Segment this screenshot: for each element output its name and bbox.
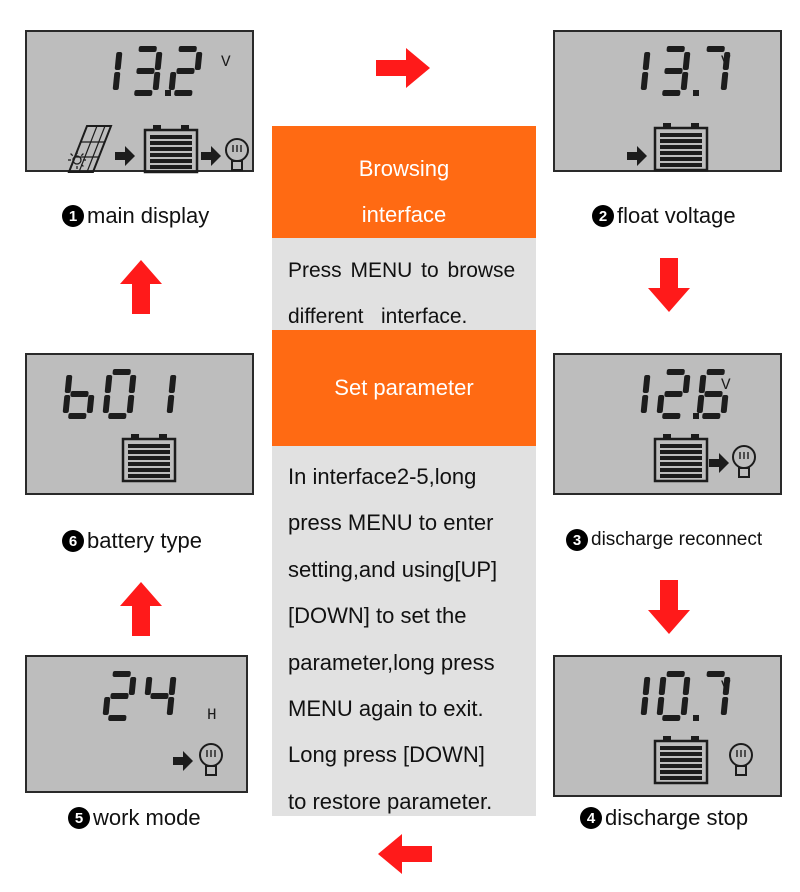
digit-readout — [641, 369, 729, 419]
lcd-main-display — [25, 30, 254, 172]
lcd-work-graphic — [27, 657, 250, 795]
caption-text: work mode — [93, 805, 201, 830]
lcd-discharge-stop — [553, 655, 782, 797]
bulb-icon — [730, 744, 752, 775]
bulb-icon — [226, 139, 248, 170]
battery-icon — [655, 123, 707, 170]
arrow-right-icon — [201, 146, 221, 166]
unit-label: V — [721, 678, 731, 696]
browsing-title-line1: Browsing — [358, 156, 450, 181]
arrow-right-icon — [173, 751, 193, 771]
lcd-battery-type — [25, 353, 254, 495]
set-line: Long press [DOWN] — [288, 742, 485, 768]
arrow-up-icon — [120, 258, 162, 314]
unit-label: V — [221, 53, 231, 71]
unit-label: H — [207, 706, 217, 724]
browsing-title-line2: interface — [361, 202, 447, 227]
caption-text: battery type — [87, 528, 202, 553]
lcd-float-voltage — [553, 30, 782, 172]
digit-readout — [641, 671, 731, 721]
caption-work-mode — [68, 805, 201, 831]
set-line: press MENU to enter — [288, 510, 494, 536]
lcd-reconnect-graphic — [555, 355, 784, 497]
step-number-badge: 5 — [68, 807, 90, 829]
digit-readout — [641, 46, 731, 96]
battery-icon — [655, 736, 707, 783]
lcd-stop-graphic — [555, 657, 784, 799]
step-number-badge: 4 — [580, 807, 602, 829]
lcd-work-mode — [25, 655, 248, 793]
bulb-icon — [733, 446, 755, 477]
battery-icon — [655, 434, 707, 481]
browsing-text-line2: different interface. — [288, 305, 468, 328]
set-parameter-description — [272, 446, 536, 816]
battery-icon — [145, 125, 197, 172]
step-number-badge: 2 — [592, 205, 614, 227]
step-number-badge: 3 — [566, 529, 588, 551]
browsing-text-line1: Press MENU to browse — [288, 259, 516, 282]
caption-text: float voltage — [617, 203, 736, 228]
arrow-right-icon — [376, 48, 432, 88]
arrow-left-icon — [376, 834, 432, 874]
unit-label: V — [721, 376, 731, 394]
arrow-down-icon — [648, 258, 690, 314]
solar-panel-icon — [69, 126, 111, 172]
caption-text: discharge reconnect — [591, 529, 763, 550]
set-line: [DOWN] to set the — [288, 603, 467, 629]
caption-text: main display — [87, 203, 210, 228]
set-line: In interface2-5,long — [288, 464, 477, 489]
unit-label: V — [721, 53, 731, 71]
lcd-battery-graphic — [27, 355, 256, 497]
caption-battery-type — [62, 528, 202, 554]
lcd-main-graphic — [27, 32, 256, 174]
browsing-interface-header — [272, 126, 536, 238]
digit-readout — [113, 46, 203, 96]
step-number-badge: 6 — [62, 530, 84, 552]
step-number-badge: 1 — [62, 205, 84, 227]
caption-discharge-reconnect — [566, 529, 762, 551]
lcd-discharge-reconnect — [553, 353, 782, 495]
caption-float-voltage — [592, 203, 736, 229]
set-line: setting,and using[UP] — [288, 556, 498, 582]
arrow-right-icon — [709, 453, 729, 473]
arrow-right-icon — [627, 146, 647, 166]
caption-text: discharge stop — [605, 805, 749, 830]
caption-main-display — [62, 203, 209, 229]
arrow-down-icon — [648, 580, 690, 636]
arrow-up-icon — [120, 580, 162, 636]
browsing-interface-description — [272, 238, 536, 330]
set-line: to restore parameter. — [288, 788, 493, 814]
set-line: MENU again to exit. — [288, 696, 484, 722]
set-parameter-title: Set parameter — [334, 375, 474, 400]
bulb-icon — [200, 744, 222, 775]
battery-icon — [123, 434, 175, 481]
digit-readout — [63, 369, 177, 419]
lcd-float-graphic — [555, 32, 784, 174]
caption-discharge-stop — [580, 805, 748, 831]
arrow-right-icon — [115, 146, 135, 166]
set-line: parameter,long press — [288, 649, 495, 675]
set-parameter-header — [272, 330, 536, 446]
digit-readout — [103, 671, 177, 721]
